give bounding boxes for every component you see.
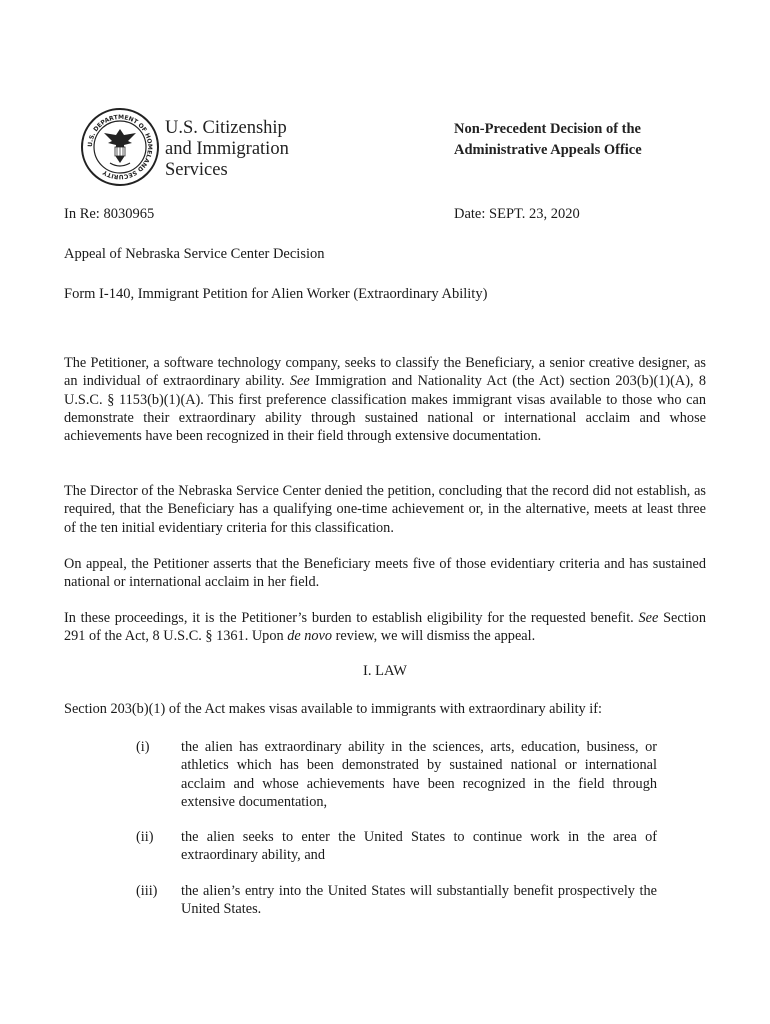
paragraph-intro-text-a: The Petitioner, a software technology company, seeks to classify the Beneficiary, a senior creative designer, as an individual of extraordinary ability. bbox=[64, 355, 706, 390]
decision-heading-line2: Administrative Appeals Office bbox=[454, 142, 642, 158]
appeal-line: Appeal of Nebraska Service Center Decision bbox=[64, 246, 325, 262]
paragraph-intro-text-b: Immigration and Nationality Act (the Act) section 203(b)(1)(A), 8 U.S.C. § 1153(b)(1)(A). This first preference classification makes immigrant visas available to those who can demonstrate their extraordinary ability through sustained national or international acclaim and whose achievements have been recognized in their field through extensive documentation. bbox=[64, 373, 707, 445]
decision-heading-line1: Non-Precedent Decision of the bbox=[454, 121, 641, 137]
law-intro: Section 203(b)(1) of the Act makes visas available to immigrants with extraordinary ability if: bbox=[64, 701, 602, 717]
paragraph-director: The Director of the Nebraska Service Center denied the petition, concluding that the record did not establish, as required, that the Beneficiary has a qualifying one-time achievement or, in the alternative, meets at least three of the ten initial evidentiary criteria for this classification. bbox=[64, 483, 706, 536]
paragraph-appeal: On appeal, the Petitioner asserts that the Beneficiary meets five of those evidentiary criteria and has sustained national or international acclaim in her field. bbox=[64, 556, 706, 591]
section-heading-law: I. LAW bbox=[363, 663, 407, 679]
agency-name-line1: U.S. Citizenship bbox=[165, 118, 287, 138]
see-italic: See bbox=[289, 373, 310, 390]
de-novo-italic: de novo bbox=[287, 628, 333, 645]
list-item-text: the alien’s entry into the United States will substantially benefit prospectively the United States. bbox=[181, 883, 657, 918]
form-line: Form I-140, Immigrant Petition for Alien Worker (Extraordinary Ability) bbox=[64, 286, 488, 302]
case-number: In Re: 8030965 bbox=[64, 206, 155, 222]
dhs-seal-icon bbox=[80, 107, 160, 187]
agency-name-line2: and Immigration bbox=[165, 139, 289, 159]
paragraph-burden bbox=[64, 609, 706, 646]
decision-heading bbox=[454, 119, 642, 161]
paragraph-burden-text-a: In these proceedings, it is the Petitioner’s burden to establish eligibility for the requested benefit. bbox=[64, 610, 639, 626]
see-italic: See bbox=[638, 610, 659, 626]
list-item-text: the alien has extraordinary ability in the sciences, arts, education, business, or athletics which has been demonstrated by sustained national or international acclaim and whose achievements have been recognized in the field through extensive documentation, bbox=[181, 739, 657, 810]
decision-date: Date: SEPT. 23, 2020 bbox=[454, 206, 580, 222]
list-item-number: (iii) bbox=[136, 883, 158, 899]
paragraph-burden-text-b: Section 291 of the Act, 8 U.S.C. § 1361. Upon bbox=[64, 610, 706, 645]
agency-name-line3: Services bbox=[165, 160, 228, 180]
list-item-text: the alien seeks to enter the United States to continue work in the area of extraordinary ability, and bbox=[181, 829, 657, 864]
paragraph-burden-text-c: review, we will dismiss the appeal. bbox=[332, 628, 536, 645]
agency-name bbox=[165, 118, 289, 181]
list-item-number: (ii) bbox=[136, 829, 154, 845]
paragraph-intro bbox=[64, 354, 706, 445]
list-item-number: (i) bbox=[136, 739, 150, 755]
svg-text:U.S. DEPARTMENT OF HOMELAND SE: U.S. DEPARTMENT OF HOMELAND SECURITY bbox=[86, 113, 154, 181]
